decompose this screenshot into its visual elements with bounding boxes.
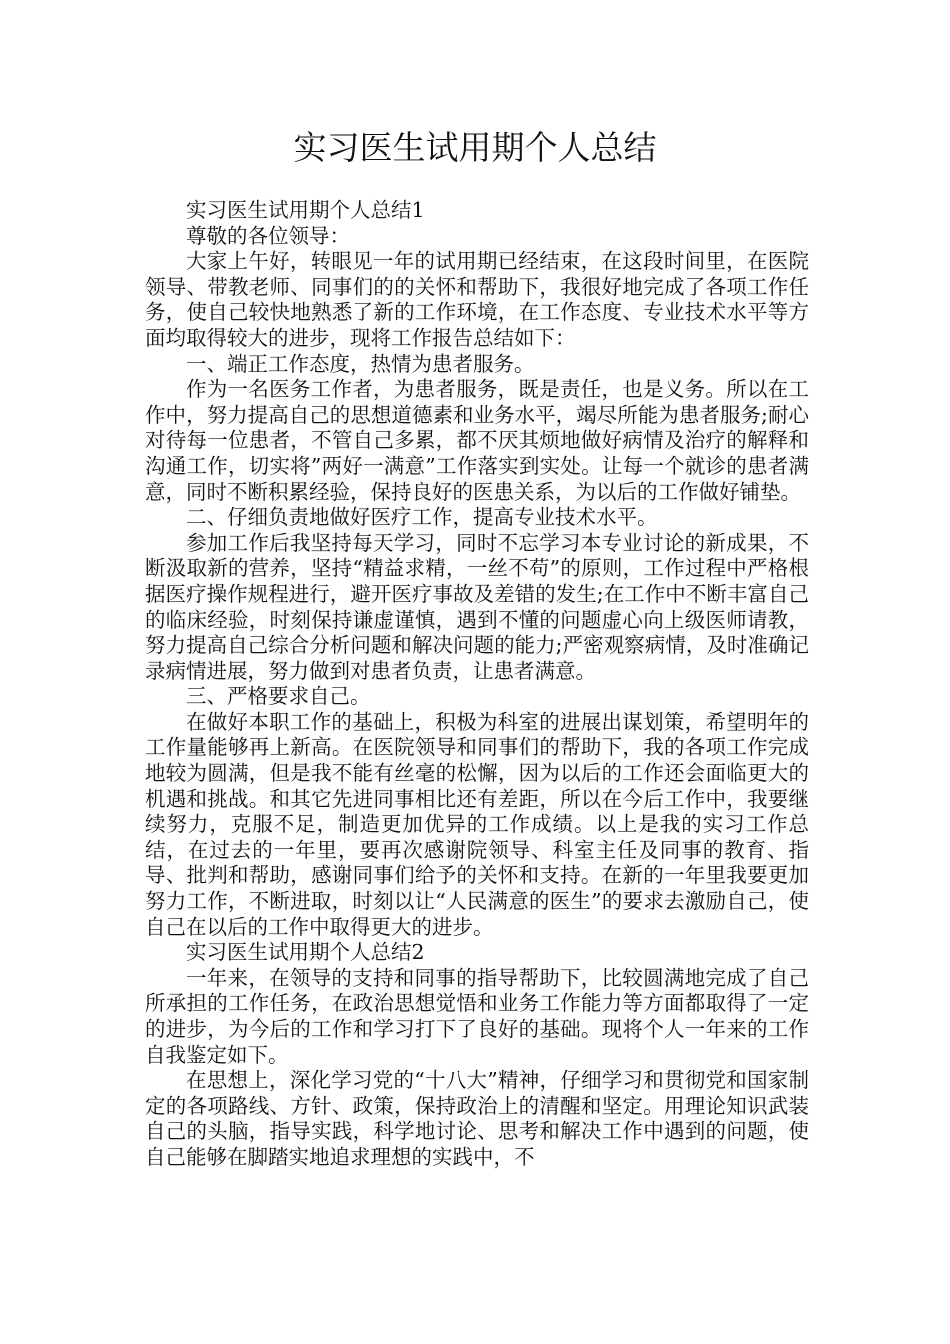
subheading-attitude: 一、端正工作态度，热情为患者服务。 bbox=[186, 351, 535, 376]
section-heading-1: 实习医生试用期个人总结1 bbox=[186, 198, 425, 222]
salutation: 尊敬的各位领导： bbox=[186, 223, 350, 248]
body-paragraph: 在做好本职工作的基础上，积极为科室的进展出谋划策，希望明年的工作量能够再上新高。在医院领导和同事们的帮助下，我的各项工作完成地较为圆满，但是我不能有丝毫的松懈，因为以后的工作还会面临更大的机遇和挑战。和其它先进同事相比还有差距，所以在今后工作中，我要继续努力，克服不足，制造更加优异的工作成绩。以上是我的实习工作总结，在过去的一年里，要再次感谢院领导、科室主任及同事的教育、指导、批判和帮助，感谢同事们给予的关怀和支持。在新的一年里我要更加努力工作，不断进取，时刻以让“人民满意的医生”的要求去激励自己，使自己在以后的工作中取得更大的进步。 bbox=[145, 709, 809, 939]
document-body bbox=[145, 198, 809, 1171]
subheading-medical-work: 二、仔细负责地做好医疗工作，提高专业技术水平。 bbox=[186, 505, 658, 530]
section-heading-2: 实习医生试用期个人总结2 bbox=[186, 940, 425, 965]
body-paragraph: 一年来，在领导的支持和同事的指导帮助下，比较圆满地完成了自己所承担的工作任务，在政治思想觉悟和业务工作能力等方面都取得了一定的进步，为今后的工作和学习打下了良好的基础。现将个人一年来的工作自我鉴定如下。 bbox=[145, 965, 809, 1067]
body-paragraph: 作为一名医务工作者，为患者服务，既是责任，也是义务。所以在工作中，努力提高自己的思想道德素和业务水平，竭尽所能为患者服务;耐心对待每一位患者，不管自己多累，都不厌其烦地做好病情及治疗的解释和沟通工作，切实将”两好一满意”工作落实到实处。让每一个就诊的患者满意，同时不断积累经验，保持良好的医患关系，为以后的工作做好铺垫。 bbox=[145, 377, 809, 504]
body-paragraph: 大家上午好，转眼见一年的试用期已经结束，在这段时间里，在医院领导、带教老师、同事们的的关怀和帮助下，我很好地完成了各项工作任务，使自己较快地熟悉了新的工作环境，在工作态度、专业技术水平等方面均取得较大的进步，现将工作报告总结如下： bbox=[145, 249, 809, 350]
body-paragraph: 在思想上，深化学习党的“十八大”精神，仔细学习和贯彻党和国家制定的各项路线、方针、政策，保持政治上的清醒和坚定。用理论知识武装自己的头脑，指导实践，科学地讨论、思考和解决工作中遇到的问题，使自己能够在脚踏实地追求理想的实践中，不 bbox=[145, 1068, 809, 1169]
subheading-self-discipline: 三、严格要求自己。 bbox=[186, 684, 371, 709]
document-title: 实习医生试用期个人总结 bbox=[293, 128, 657, 167]
body-paragraph: 参加工作后我坚持每天学习，同时不忘学习本专业讨论的新成果，不断汲取新的营养，坚持“精益求精，一丝不苟”的原则，工作过程中严格根据医疗操作规程进行，避开医疗事故及差错的发生;在工作中不断丰富自己的临床经验，时刻保持谦虚谨慎，遇到不懂的问题虚心向上级医师请教，努力提高自己综合分析问题和解决问题的能力;严密观察病情，及时准确记录病情进展，努力做到对患者负责，让患者满意。 bbox=[145, 530, 809, 683]
